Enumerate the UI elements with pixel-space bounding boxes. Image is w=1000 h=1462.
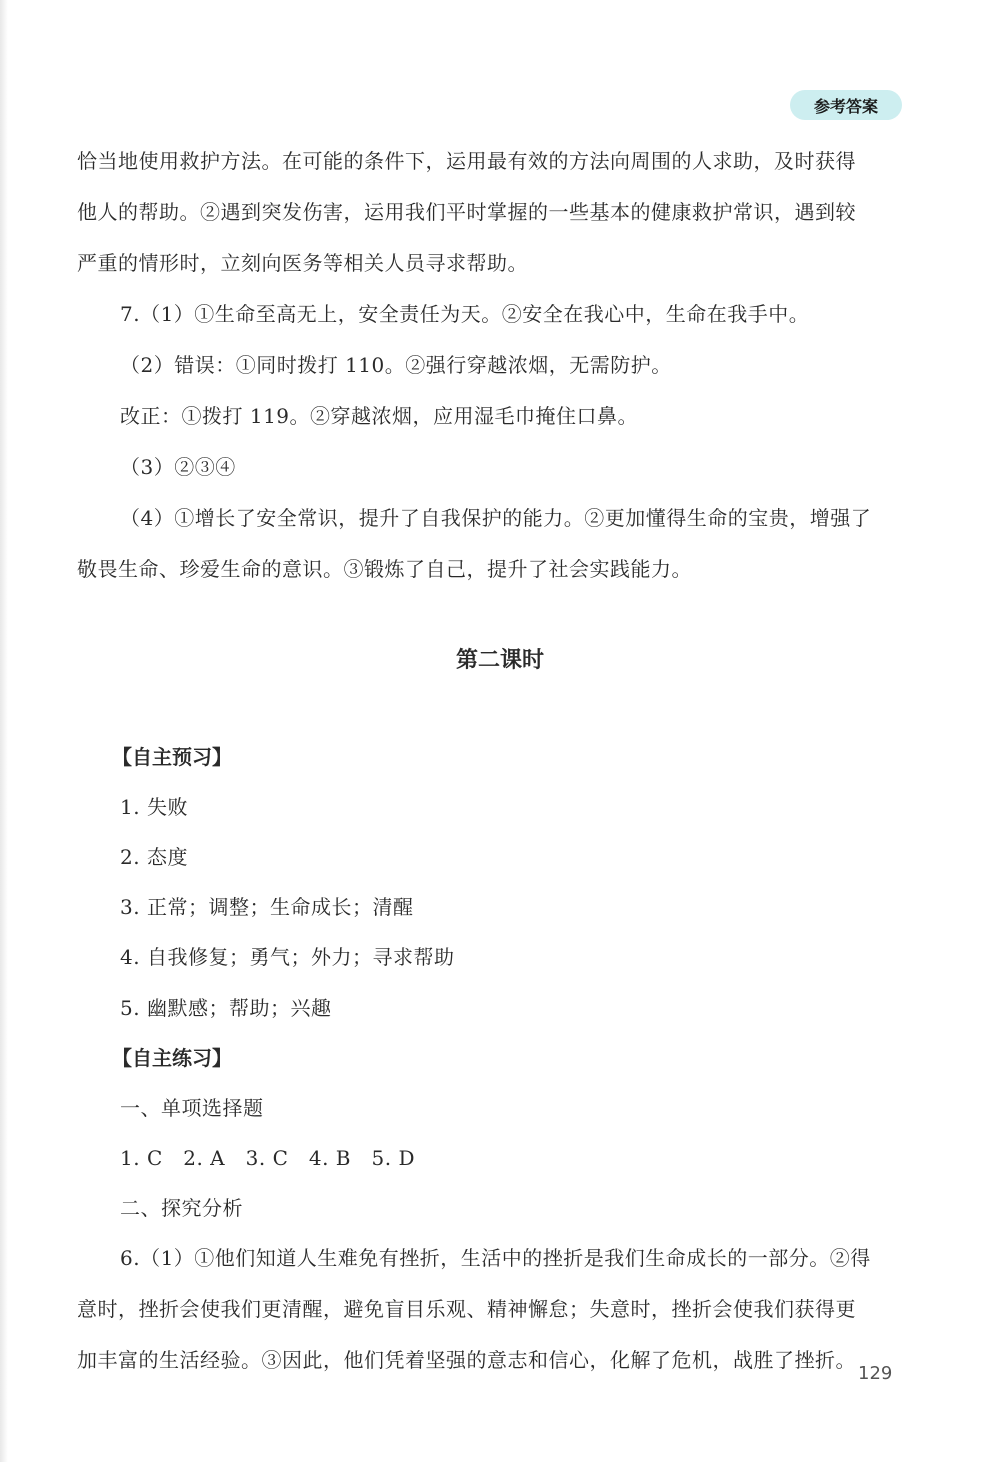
practice-part2: 二、探究分析 [120, 1196, 243, 1220]
binding-edge [0, 0, 8, 1462]
practice-part1: 一、单项选择题 [120, 1096, 264, 1120]
preview-item: 5. 幽默感；帮助；兴趣 [120, 996, 332, 1020]
preview-item: 4. 自我修复；勇气；外力；寻求帮助 [120, 945, 455, 969]
q7-part2: （2）错误：①同时拨打 110。②强行穿越浓烟，无需防护。 [120, 353, 672, 377]
q7-part1: 7.（1）①生命至高无上，安全责任为天。②安全在我心中，生命在我手中。 [120, 302, 810, 326]
page-number: 129 [858, 1363, 893, 1384]
answer-key-badge: 参考答案 [790, 90, 902, 120]
practice-answers: 1. C 2. A 3. C 4. B 5. D [120, 1146, 415, 1170]
text-line: 恰当地使用救护方法。在可能的条件下，运用最有效的方法向周围的人求助，及时获得 [77, 149, 856, 173]
preview-heading: 【自主预习】 [112, 745, 232, 769]
lesson-title: 第二课时 [455, 648, 544, 673]
q6-line3: 加丰富的生活经验。③因此，他们凭着坚强的意志和信心，化解了危机，战胜了挫折。 [77, 1348, 856, 1372]
preview-item: 3. 正常；调整；生命成长；清醒 [120, 895, 414, 919]
q6-line1: 6.（1）①他们知道人生难免有挫折，生活中的挫折是我们生命成长的一部分。②得 [120, 1246, 871, 1270]
q7-correction: 改正：①拨打 119。②穿越浓烟，应用湿毛巾掩住口鼻。 [120, 404, 639, 428]
text-line: 严重的情形时，立刻向医务等相关人员寻求帮助。 [77, 251, 528, 275]
q7-part3: （3）②③④ [120, 455, 236, 479]
q7-part4-line1: （4）①增长了安全常识，提升了自我保护的能力。②更加懂得生命的宝贵，增强了 [120, 506, 872, 530]
preview-item: 2. 态度 [120, 845, 188, 869]
preview-item: 1. 失败 [120, 795, 188, 819]
practice-heading: 【自主练习】 [112, 1046, 232, 1070]
q6-line2: 意时，挫折会使我们更清醒，避免盲目乐观、精神懈怠；失意时，挫折会使我们获得更 [77, 1297, 856, 1321]
text-line: 他人的帮助。②遇到突发伤害，运用我们平时掌握的一些基本的健康救护常识，遇到较 [77, 200, 856, 224]
q7-part4-line2: 敬畏生命、珍爱生命的意识。③锻炼了自己，提升了社会实践能力。 [77, 557, 692, 581]
